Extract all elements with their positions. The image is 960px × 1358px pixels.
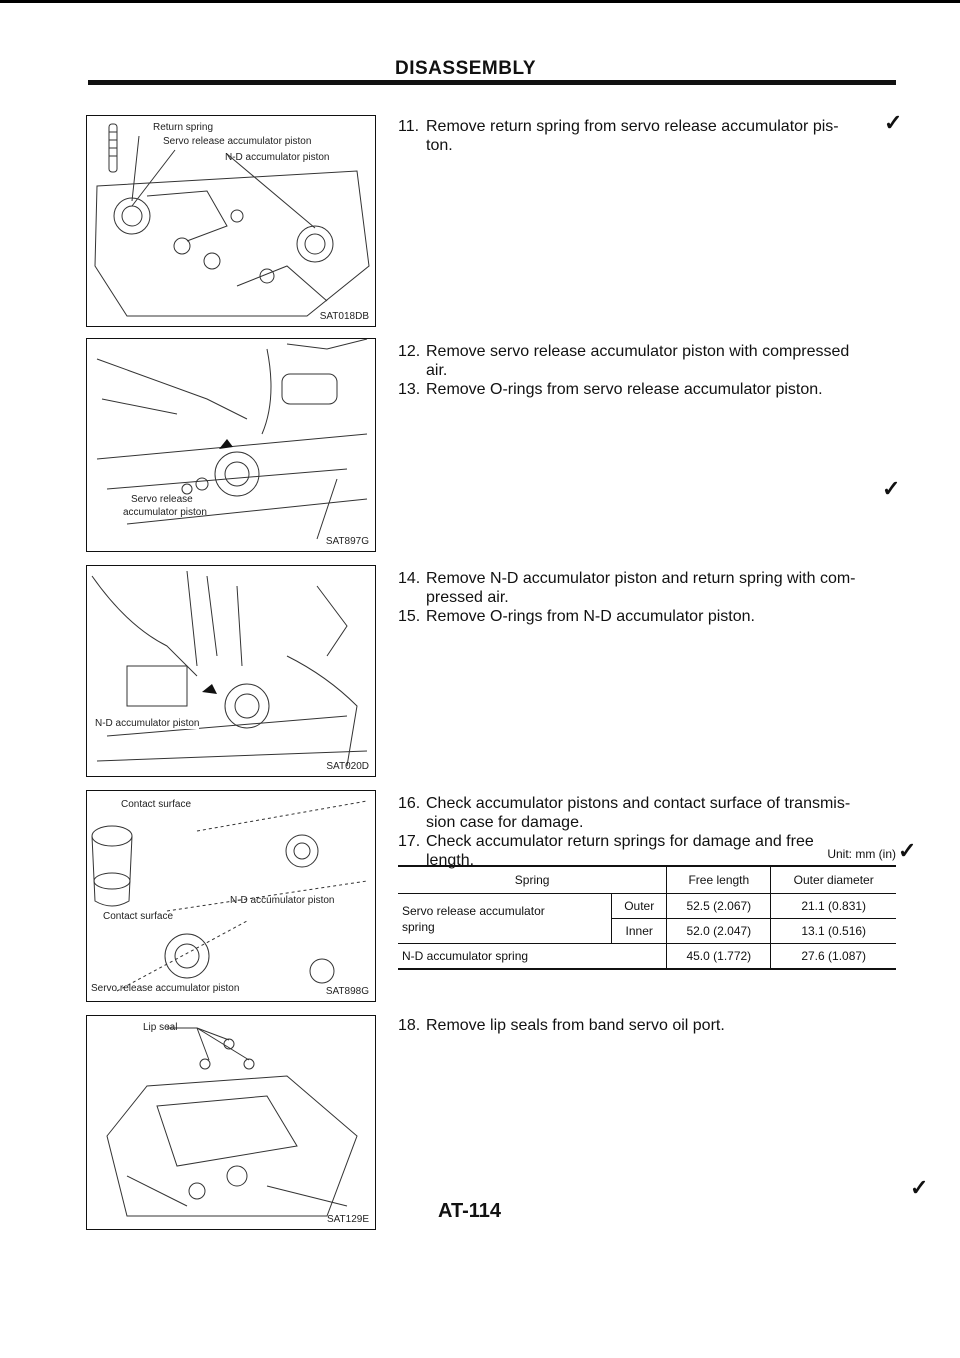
label-contact-surface-top: Contact surface [121, 799, 192, 810]
label-servo-piston: Servo release accumulator piston [91, 983, 240, 994]
figure-illustration [87, 566, 375, 776]
header-outer-diameter: Outer diameter [771, 866, 896, 894]
step-text-cont: pressed air. [426, 589, 509, 606]
figure-compressed-air-servo [86, 338, 376, 552]
step-text: Remove O-rings from servo release accumulator piston. [426, 381, 823, 398]
header-spring: Spring [398, 866, 667, 894]
label-nd-piston: N-D accumulator piston [225, 152, 330, 163]
step-text: Remove O-rings from N-D accumulator piston. [426, 608, 755, 625]
figure-illustration [87, 339, 375, 551]
step-16 [398, 794, 906, 832]
cell-outer-diameter: 21.1 (0.831) [771, 894, 896, 919]
step-text: Check accumulator return springs for damage and free [426, 833, 814, 850]
margin-check-mark: ✓ [910, 1175, 929, 1200]
label-accumulator-piston: accumulator piston [123, 507, 207, 518]
step-text-cont: air. [426, 362, 448, 379]
figure-id: SAT129E [326, 1214, 369, 1225]
step-number: 16. [398, 795, 421, 812]
header-free-length: Free length [667, 866, 771, 894]
step-12 [398, 342, 906, 380]
margin-check-mark: ✓ [898, 838, 917, 863]
figure-id: SAT018DB [319, 311, 369, 322]
label-nd-piston: N-D accumulator piston [230, 895, 335, 906]
step-number: 13. [398, 381, 421, 398]
step-text-cont: ton. [426, 137, 453, 154]
figure-id: SAT897G [325, 536, 369, 547]
figure-id: SAT020D [326, 761, 369, 772]
step-text: Check accumulator pistons and contact surface of transmis- [426, 795, 851, 812]
page-number: AT-114 [438, 1200, 501, 1222]
cell-sub: Outer [612, 894, 667, 919]
table-unit: Unit: mm (in) [827, 847, 896, 861]
figure-illustration [87, 116, 375, 326]
figure-return-spring [86, 115, 376, 327]
step-11 [398, 117, 906, 155]
label-lip-seal: Lip seal [143, 1022, 178, 1033]
step-text: Remove lip seals from band servo oil port. [426, 1017, 725, 1034]
figure-compressed-air-nd [86, 565, 376, 777]
figure-illustration [87, 1016, 375, 1229]
label-contact-surface-bottom: Contact surface [103, 911, 174, 922]
cell-outer-diameter: 13.1 (0.516) [771, 919, 896, 944]
cell-outer-diameter: 27.6 (1.087) [771, 944, 896, 970]
figure-id: SAT898G [325, 986, 369, 997]
top-border-line [0, 0, 960, 3]
step-text-cont: sion case for damage. [426, 814, 584, 831]
servo-name-line2: spring [402, 919, 435, 934]
step-13 [398, 380, 906, 399]
step-number: 18. [398, 1017, 421, 1034]
cell-free-length: 52.5 (2.067) [667, 894, 771, 919]
step-text-cont: length. [426, 852, 475, 869]
label-return-spring: Return spring [153, 122, 214, 133]
step-number: 14. [398, 570, 421, 587]
step-number: 12. [398, 343, 421, 360]
margin-check-mark: ✓ [882, 476, 901, 501]
step-14 [398, 569, 906, 607]
step-18 [398, 1016, 906, 1035]
step-text: Remove return spring from servo release accumulator pis- [426, 118, 839, 135]
figure-contact-surface [86, 790, 376, 1002]
step-number: 11. [398, 118, 420, 135]
step-text: Remove N-D accumulator piston and return spring with com- [426, 570, 856, 587]
spring-spec-table [398, 865, 896, 970]
cell-free-length: 45.0 (1.772) [667, 944, 771, 970]
step-text: Remove servo release accumulator piston with compressed [426, 343, 850, 360]
cell-sub: Inner [612, 919, 667, 944]
servo-name-line1: Servo release accumulator [402, 903, 545, 918]
step-15 [398, 607, 906, 626]
figure-lip-seal [86, 1015, 376, 1230]
label-servo-release: Servo release [131, 494, 193, 505]
row-nd-spring-name: N-D accumulator spring [398, 944, 667, 970]
cell-free-length: 52.0 (2.047) [667, 919, 771, 944]
step-number: 15. [398, 608, 421, 625]
section-title: DISASSEMBLY [395, 58, 536, 79]
header-rule [88, 80, 896, 85]
step-number: 17. [398, 833, 421, 850]
row-servo-spring-name [398, 894, 612, 944]
label-nd-piston: N-D accumulator piston [95, 718, 200, 729]
label-servo-piston: Servo release accumulator piston [163, 136, 312, 147]
margin-check-mark: ✓ [884, 110, 903, 135]
